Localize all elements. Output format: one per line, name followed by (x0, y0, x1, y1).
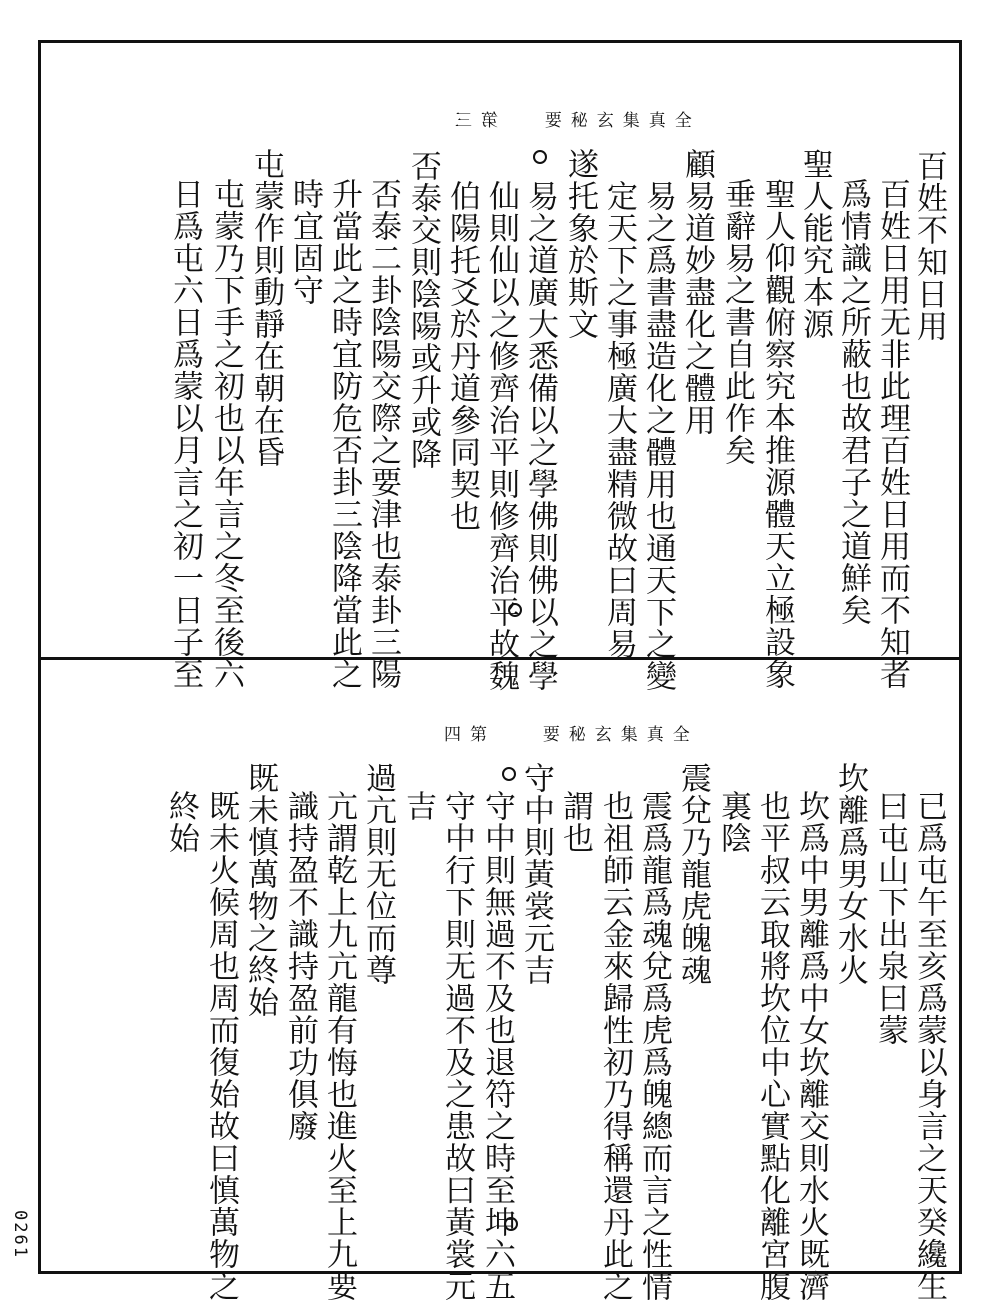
top-column: 聖人能究本源 (797, 148, 833, 340)
top-column: 百姓日用无非此理百姓日用而不知者 (874, 178, 910, 690)
top-column: 顧易道妙盡化之體用 (679, 148, 715, 436)
bottom-page-number: 第四 (444, 725, 496, 745)
top-column: 遂托象於斯文 (562, 148, 598, 340)
bottom-column: 震爲龍爲魂兌爲虎爲魄總而言之性情 (636, 790, 672, 1302)
bottom-column: 終始 (163, 790, 199, 854)
section-marker-circle (533, 150, 547, 164)
bottom-column: 過亢則无位而尊 (360, 762, 396, 986)
bottom-column: 吉 (400, 790, 436, 822)
top-column: 屯蒙乃下手之初也以年言之冬至後六 (208, 178, 244, 690)
top-column: 聖人仰觀俯察究本推源體天立極設象 (759, 178, 795, 690)
bottom-column: 識持盈不識持盈前功俱廢 (282, 790, 318, 1142)
bottom-column: 已爲屯午至亥爲蒙以身言之天癸纔生 (911, 790, 947, 1302)
bottom-column: 既未慎萬物之終始 (242, 762, 278, 1018)
bottom-column: 坎爲中男離爲中女坎離交則水火既濟 (793, 790, 829, 1302)
bottom-column: 也祖師云金來歸性初乃得稱還丹此之 (597, 790, 633, 1302)
section-marker-circle (508, 603, 522, 617)
bottom-column: 亢謂乾上九亢龍有悔也進火至上九要 (321, 790, 357, 1302)
bottom-column: 震兌乃龍虎魄魂 (675, 762, 711, 986)
top-column: 時宜固守 (287, 178, 323, 306)
top-column: 升當此之時宜防危否卦三陰降當此之 (326, 178, 362, 690)
margin-page-number: 0261 (10, 1210, 30, 1259)
section-marker-circle (504, 1217, 518, 1231)
top-page-header (446, 106, 701, 131)
top-column: 易之爲書盡造化之體用也通天下之變 (640, 180, 676, 692)
top-column: 定天下之事極廣大盡精微故曰周易 (601, 180, 637, 660)
bottom-column: 也平叔云取將坎位中心實點化離宮腹 (754, 790, 790, 1302)
bottom-column: 守中則黃裳元吉 (518, 762, 554, 986)
bottom-column: 既未火候周也周而復始故曰慎萬物之 (203, 790, 239, 1302)
top-book-title: 全真集玄秘要 (544, 111, 701, 131)
top-column: 日爲屯六日爲蒙以月言之初一日子至 (167, 178, 203, 690)
top-column: 仙則仙以之修齊治平則修齊治平故魏 (483, 180, 519, 692)
bottom-column: 曰屯山下出泉曰蒙 (872, 790, 908, 1046)
top-column: 否泰交則陰陽或升或降 (405, 150, 441, 470)
bottom-column: 守中行下則无過不及之患故曰黃裳元 (439, 790, 475, 1302)
bottom-column: 裏陰 (715, 790, 751, 854)
bottom-book-title: 全真集玄秘要 (542, 725, 699, 745)
top-column: 否泰二卦陰陽交際之要津也泰卦三陽 (365, 178, 401, 690)
top-column: 百姓不知日用 (911, 150, 947, 342)
bottom-column: 守中則無過不及也退符之時至坤六五 (479, 790, 515, 1302)
top-page-number: 第三 (446, 111, 498, 131)
top-column: 屯蒙作則動靜在朝在昏 (248, 148, 284, 468)
bottom-column: 謂也 (557, 790, 593, 854)
bottom-page-header (444, 720, 699, 745)
top-column: 垂辭易之書自此作矣 (719, 178, 755, 466)
top-column: 易之道廣大悉備以之學佛則佛以之學 (522, 180, 558, 692)
top-column: 伯陽托爻於丹道參同契也 (444, 180, 480, 532)
top-column: 爲情識之所蔽也故君子之道鮮矣 (835, 178, 871, 626)
bottom-column: 坎離爲男女水火 (832, 762, 868, 986)
section-marker-circle (502, 767, 516, 781)
